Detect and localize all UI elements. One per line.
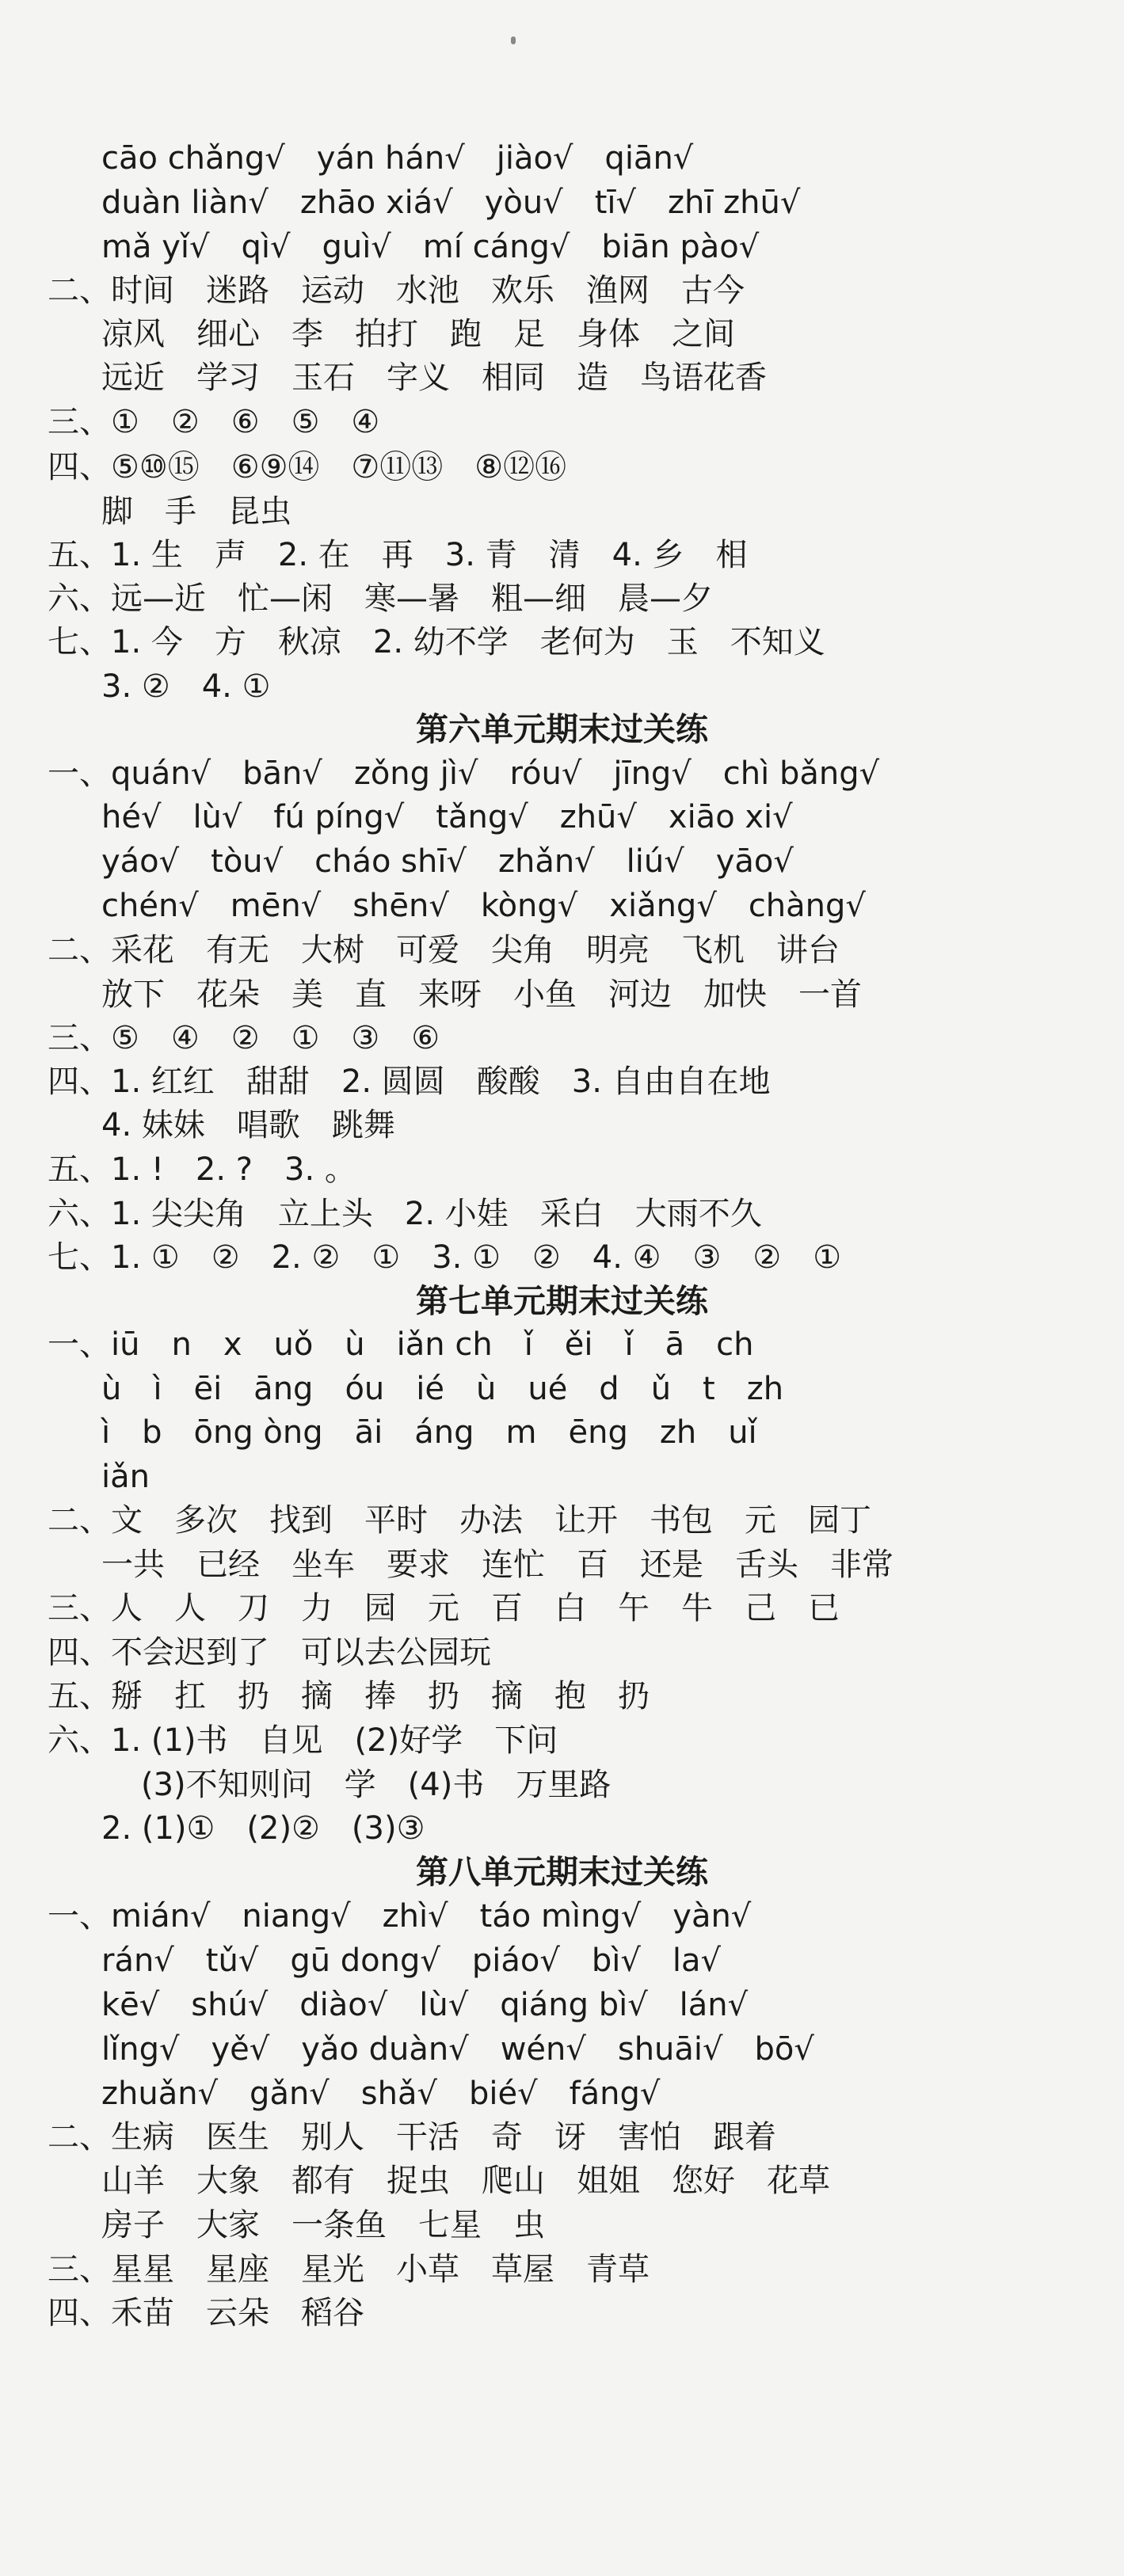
- answer-line: 三、人 人 刀 力 园 元 百 白 午 牛 己 已: [48, 1590, 840, 1627]
- answer-line: 脚 手 昆虫: [101, 493, 291, 530]
- answer-line: lǐng√ yě√ yǎo duàn√ wén√ shuāi√ bō√: [101, 2031, 814, 2068]
- answer-line: 六、1. 尖尖角 立上头 2. 小娃 采白 大雨不久: [48, 1196, 762, 1232]
- answer-line: 一、iū n x uǒ ù iǎn ch ǐ ěi ǐ ā ch: [48, 1326, 754, 1363]
- answer-line: yáo√ tòu√ cháo shī√ zhǎn√ liú√ yāo√: [101, 843, 794, 880]
- answer-line: 二、生病 医生 别人 干活 奇 讶 害怕 跟着: [48, 2119, 776, 2156]
- answer-line: ù ì ēi āng óu ié ù ué d ǔ t zh: [101, 1371, 784, 1407]
- answer-line: zhuǎn√ gǎn√ shǎ√ bié√ fáng√: [101, 2076, 661, 2112]
- answer-line: 2. (1)① (2)② (3)③: [101, 1810, 425, 1847]
- answer-line: duàn liàn√ zhāo xiá√ yòu√ tī√ zhī zhū√: [101, 185, 801, 221]
- answer-line: 三、星星 星座 星光 小草 草屋 青草: [48, 2251, 650, 2288]
- answer-line: 六、1. (1)书 自见 (2)好学 下问: [48, 1722, 558, 1759]
- section-title: 第六单元期末过关练: [416, 710, 708, 748]
- answer-line: 二、文 多次 找到 平时 办法 让开 书包 元 园丁: [48, 1502, 871, 1539]
- answer-line: iǎn: [101, 1459, 150, 1495]
- answer-line: (3)不知则问 学 (4)书 万里路: [141, 1767, 612, 1803]
- answer-line: 一共 已经 坐车 要求 连忙 百 还是 舌头 非常: [101, 1547, 893, 1583]
- answer-line: 六、远—近 忙—闲 寒—暑 粗—细 晨—夕: [48, 580, 713, 617]
- answer-line: hé√ lù√ fú píng√ tǎng√ zhū√ xiāo xi√: [101, 799, 793, 835]
- answer-line: 二、时间 迷路 运动 水池 欢乐 渔网 古今: [48, 272, 745, 309]
- answer-line: kē√ shú√ diào√ lù√ qiáng bì√ lán√: [101, 1987, 749, 2023]
- scan-speck: [511, 36, 516, 44]
- answer-line: rán√ tǔ√ gū dong√ piáo√ bì√ la√: [101, 1942, 721, 1979]
- answer-line: 放下 花朵 美 直 来呀 小鱼 河边 加快 一首: [101, 976, 862, 1013]
- answer-line: 房子 大家 一条鱼 七星 虫: [101, 2207, 545, 2243]
- section-title: 第七单元期末过关练: [416, 1282, 708, 1320]
- answer-line: chén√ mēn√ shēn√ kòng√ xiǎng√ chàng√: [101, 888, 866, 924]
- answer-line: 七、1. ① ② 2. ② ① 3. ① ② 4. ④ ③ ② ①: [48, 1239, 842, 1276]
- answer-line: 一、mián√ niang√ zhì√ táo mìng√ yàn√: [48, 1898, 752, 1935]
- answer-line: 山羊 大象 都有 捉虫 爬山 姐姐 您好 花草: [101, 2163, 830, 2199]
- answer-line: 五、1. 生 声 2. 在 再 3. 青 清 4. 乡 相: [48, 537, 748, 573]
- answer-line: 远近 学习 玉石 字义 相同 造 鸟语花香: [101, 360, 767, 396]
- answer-line: 三、① ② ⑥ ⑤ ④: [48, 404, 380, 440]
- answer-line: 四、不会迟到了 可以去公园玩: [48, 1634, 491, 1671]
- answer-line: 一、quán√ bān√ zǒng jì√ róu√ jīng√ chì bǎng√: [48, 755, 880, 792]
- answer-line: 四、⑤⑩⑮ ⑥⑨⑭ ⑦⑪⑬ ⑧⑫⑯: [48, 449, 567, 485]
- answer-line: 三、⑤ ④ ② ① ③ ⑥: [48, 1020, 440, 1056]
- answer-line: 五、1. ! 2. ? 3. 。: [48, 1151, 356, 1188]
- answer-line: 四、禾苗 云朵 稻谷: [48, 2295, 364, 2331]
- answer-line: mǎ yǐ√ qì√ guì√ mí cáng√ biān pào√: [101, 229, 760, 265]
- answer-line: 二、采花 有无 大树 可爱 尖角 明亮 飞机 讲台: [48, 932, 840, 968]
- answer-line: 3. ② 4. ①: [101, 668, 271, 705]
- answer-line: 凉风 细心 李 拍打 跑 足 身体 之间: [101, 316, 735, 352]
- answer-line: 四、1. 红红 甜甜 2. 圆圆 酸酸 3. 自由自在地: [48, 1064, 771, 1100]
- section-title: 第八单元期末过关练: [416, 1853, 708, 1891]
- answer-line: ì b ōng òng āi áng m ēng zh uǐ: [101, 1414, 757, 1451]
- answer-line: 七、1. 今 方 秋凉 2. 幼不学 老何为 玉 不知义: [48, 624, 825, 660]
- answer-line: 五、掰 扛 扔 摘 捧 扔 摘 抱 扔: [48, 1678, 650, 1714]
- answer-line: 4. 妹妹 唱歌 跳舞: [101, 1107, 395, 1143]
- answer-line: cāo chǎng√ yán hán√ jiào√ qiān√: [101, 140, 694, 177]
